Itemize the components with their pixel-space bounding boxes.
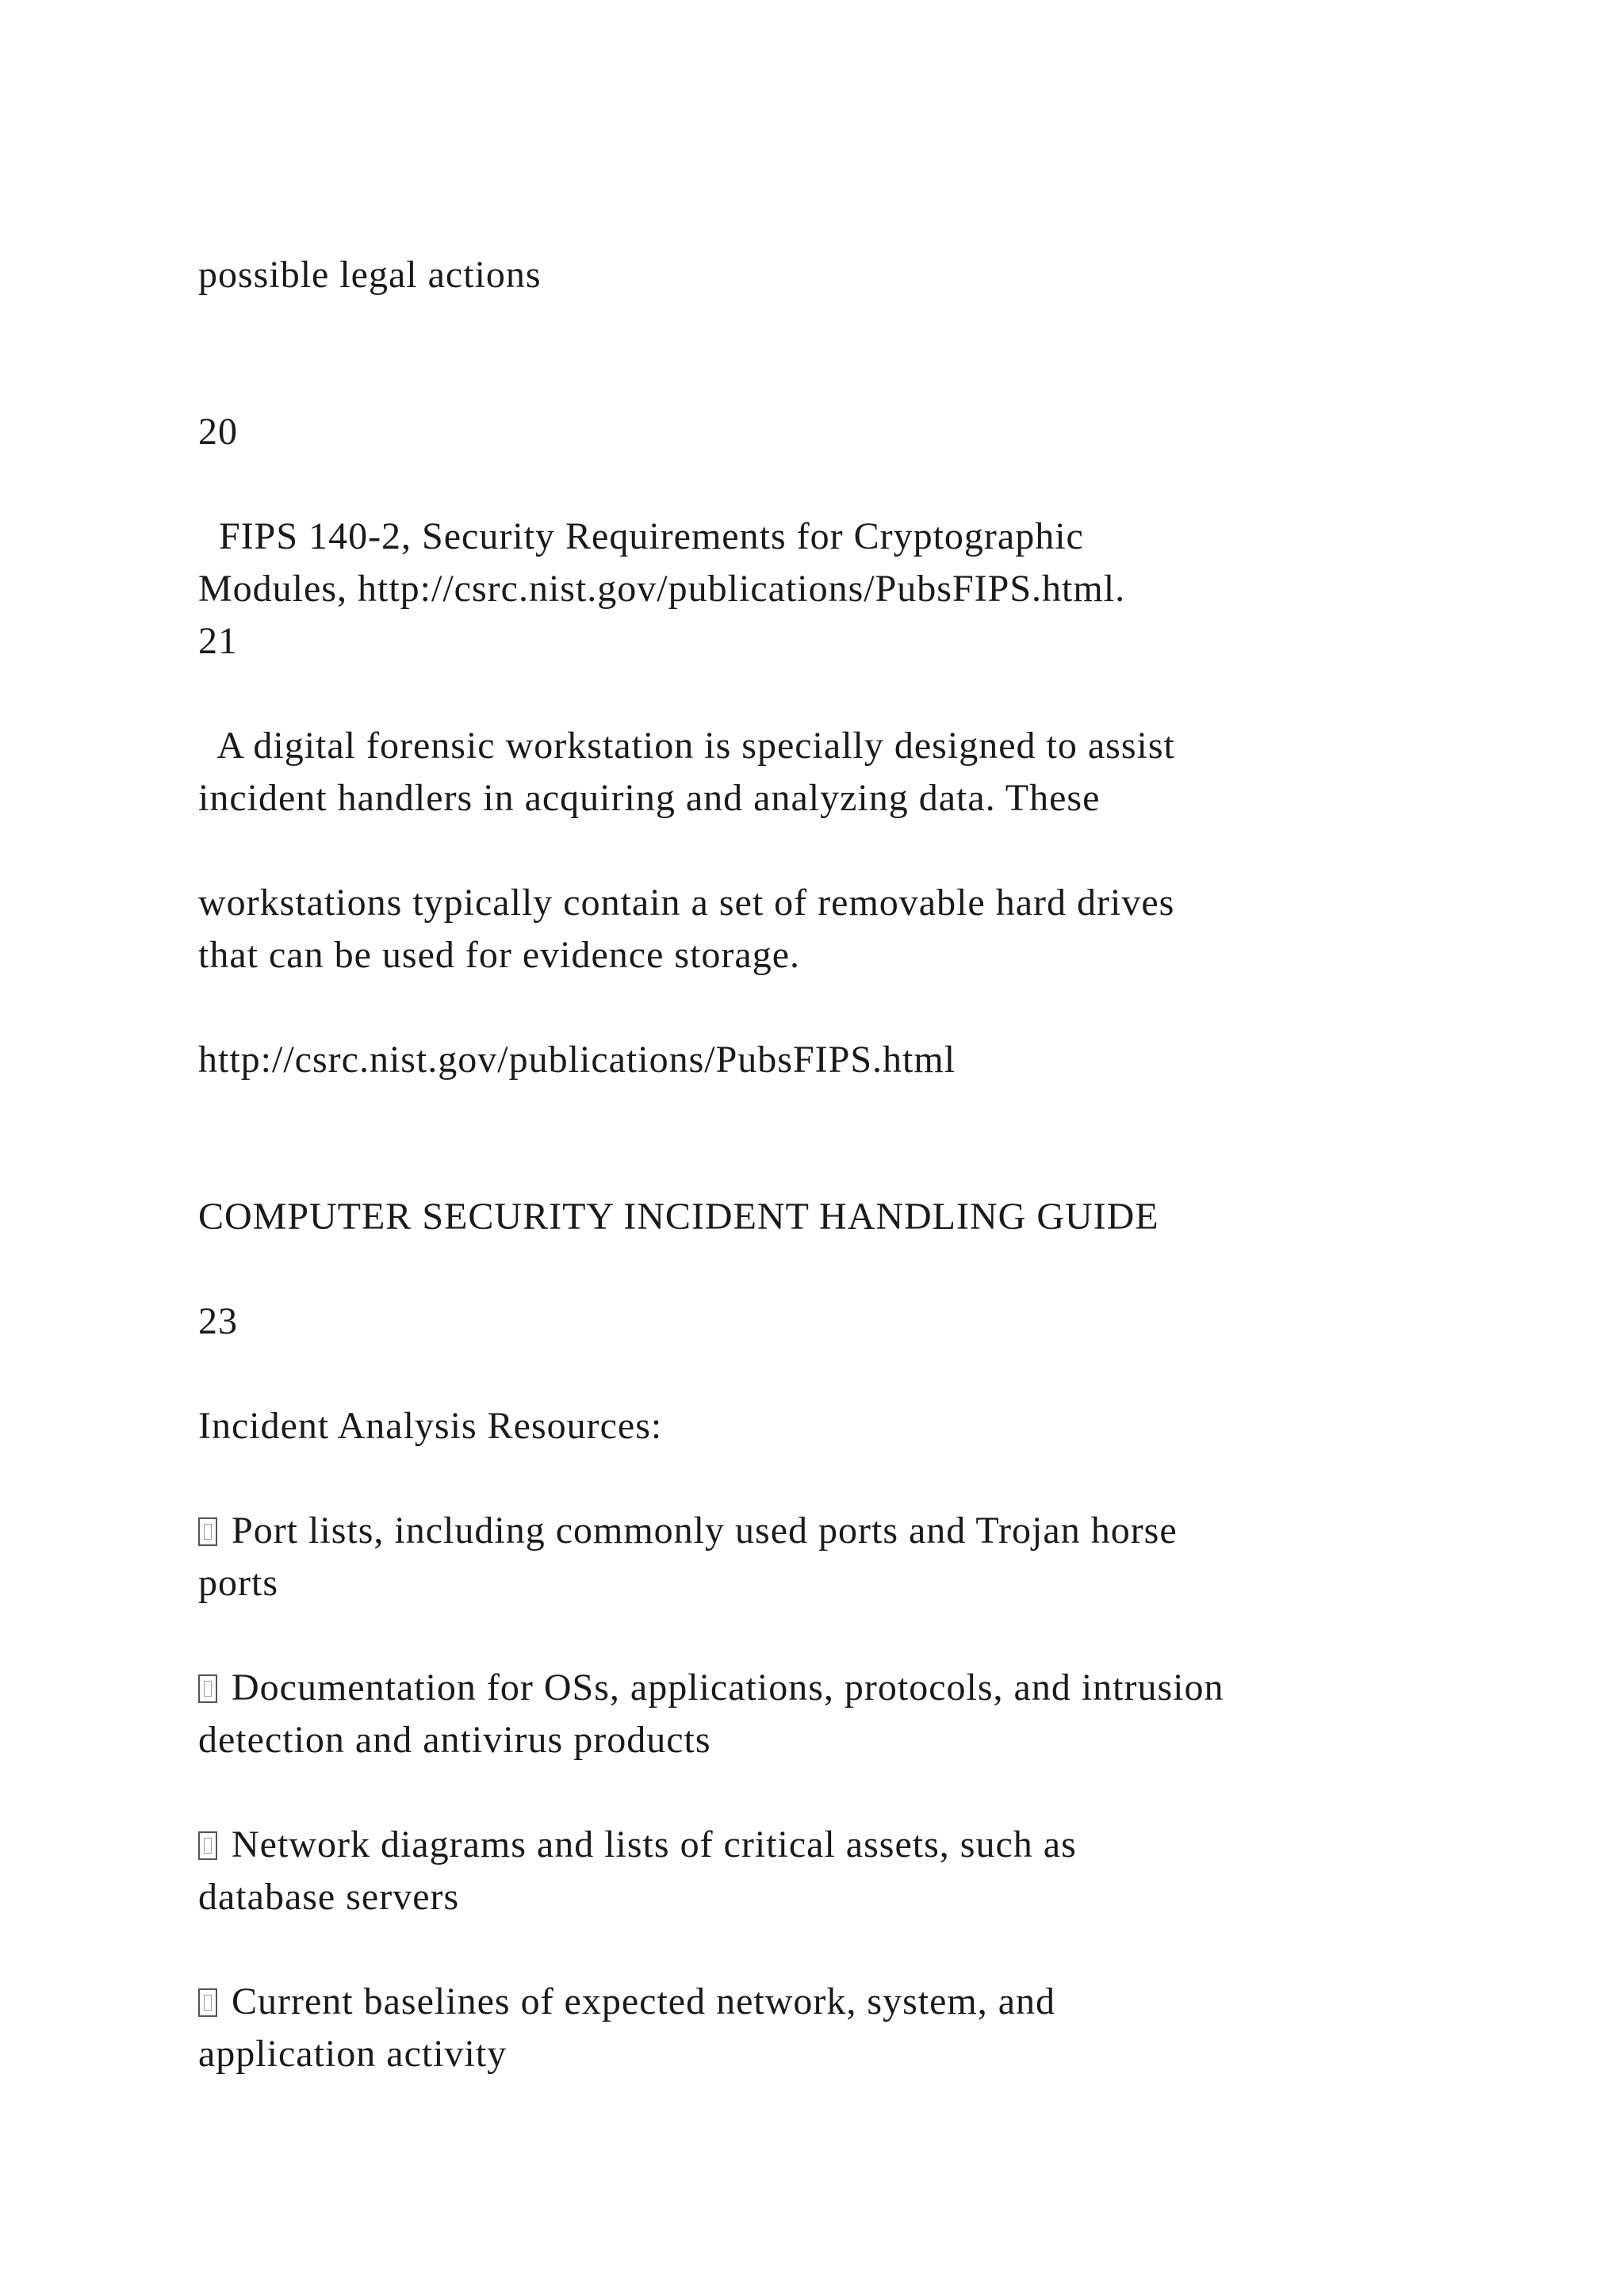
bullet-4-line-1: Current baselines of expected network, system, and [232,1980,1056,2022]
bullet-4-line-2: application activity [198,2033,508,2075]
bullet-item [198,1819,1077,1871]
footnote-21-line-4: that can be used for evidence storage. [198,934,801,976]
footnote-20-line-2: Modules, http://csrc.nist.gov/publications/PubsFIPS.html. [198,568,1126,610]
missing-glyph-box-icon [198,1674,217,1703]
missing-glyph-box-icon [198,1517,217,1546]
bullet-3-line-2: database servers [198,1876,460,1918]
footnote-21-line-1: A digital forensic workstation is specially designed to assist [198,725,1175,767]
footnote-21-line-2: incident handlers in acquiring and analyzing data. These [198,777,1101,819]
bullet-1-line-2: ports [198,1562,278,1604]
legal-actions-text: possible legal actions [198,254,542,296]
missing-glyph-box-icon [198,1831,217,1860]
guide-title: COMPUTER SECURITY INCIDENT HANDLING GUIDE [198,1196,1159,1238]
bullet-item [198,1505,1178,1557]
footnote-20-line-1: FIPS 140-2, Security Requirements for Cryptographic [198,515,1084,557]
bullet-1-line-1: Port lists, including commonly used ports and Trojan horse [232,1510,1178,1552]
page-number: 23 [198,1300,238,1342]
bullet-2-line-2: detection and antivirus products [198,1719,711,1761]
bullet-item [198,1662,1224,1714]
bullet-item [198,1976,1055,2028]
footnote-21-line-3: workstations typically contain a set of removable hard drives [198,882,1175,924]
missing-glyph-box-icon [198,1988,217,2017]
bullet-2-line-1: Documentation for OSs, applications, protocols, and intrusion [232,1667,1224,1709]
footnote-21-number: 21 [198,620,238,662]
footnote-20-number: 20 [198,411,238,453]
bullet-3-line-1: Network diagrams and lists of critical assets, such as [232,1823,1077,1866]
fips-url: http://csrc.nist.gov/publications/PubsFIPS.html [198,1039,956,1081]
section-heading: Incident Analysis Resources: [198,1405,663,1447]
